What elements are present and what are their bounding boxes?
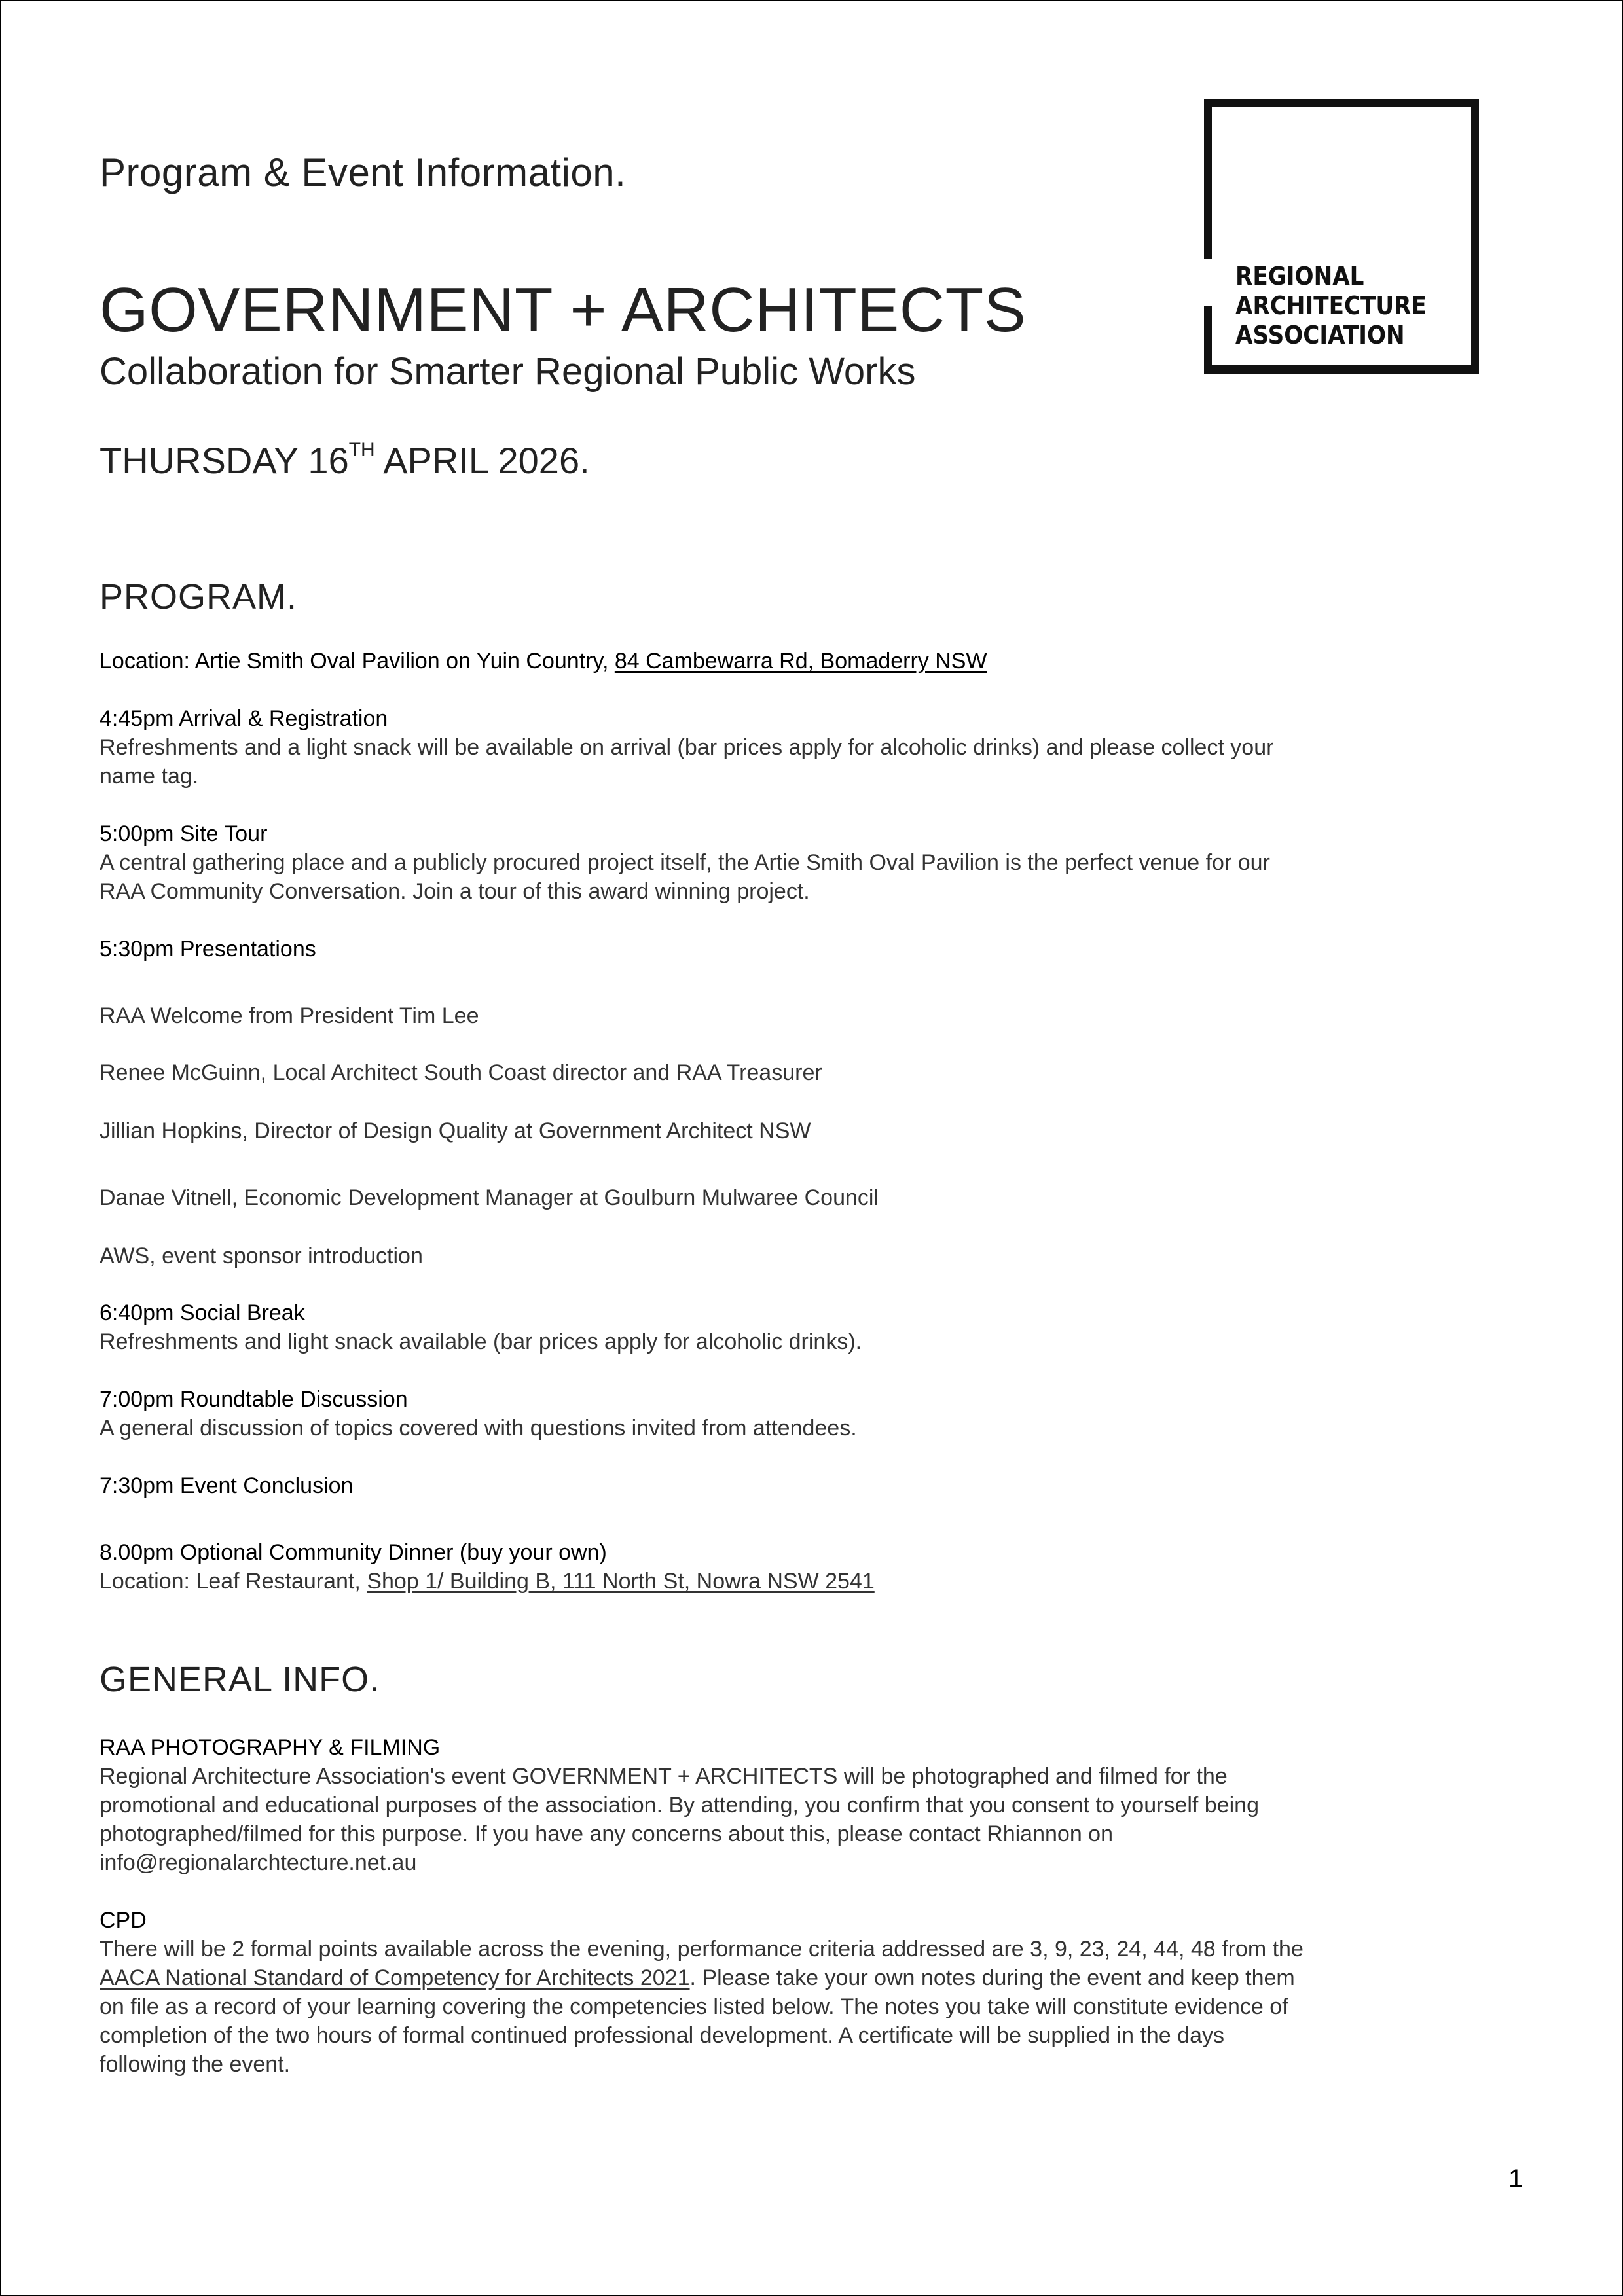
aaca-standard-link[interactable]: AACA National Standard of Competency for Architects 2021 xyxy=(100,1965,690,1990)
schedule-item-title: 7:30pm Event Conclusion xyxy=(100,1473,354,1498)
schedule-item-title: 7:00pm Roundtable Discussion xyxy=(100,1387,408,1412)
presenter-item: AWS, event sponsor introduction xyxy=(100,1244,423,1268)
logo-wordmark xyxy=(1235,262,1427,350)
desc-line: Refreshments and a light snack will be available on arrival (bar prices apply for alcoholic drinks) and please collect your xyxy=(100,735,1274,760)
dinner-location-label: Location: Leaf Restaurant, xyxy=(100,1569,367,1594)
logo-line: ASSOCIATION xyxy=(1235,321,1405,350)
location-label: Location xyxy=(100,649,184,673)
schedule-item-desc xyxy=(100,848,1527,906)
presenter-item: RAA Welcome from President Tim Lee xyxy=(100,1003,479,1028)
paragraph-line: Regional Architecture Association's event GOVERNMENT + ARCHITECTS will be photographed and filmed for the xyxy=(100,1764,1228,1789)
event-title: GOVERNMENT + ARCHITECTS xyxy=(100,275,1027,345)
date-suffix: APRIL 2026. xyxy=(374,440,590,481)
schedule-item-desc: A general discussion of topics covered with questions invited from attendees. xyxy=(100,1416,857,1441)
location-address-link[interactable]: 84 Cambewarra Rd, Bomaderry NSW xyxy=(614,649,987,673)
program-location xyxy=(100,647,987,675)
schedule-item-desc xyxy=(100,1567,1527,1596)
page-number: 1 xyxy=(1508,2164,1523,2193)
event-tagline: Collaboration for Smarter Regional Public Works xyxy=(100,350,916,393)
date-prefix: THURSDAY 16 xyxy=(100,440,349,481)
paragraph-line: There will be 2 formal points available across the evening, performance criteria addressed are 3, 9, 23, 24, 44, 48 from the xyxy=(100,1937,1304,1962)
event-date xyxy=(100,436,590,486)
schedule-item-desc xyxy=(100,733,1527,791)
schedule-item-title: 5:00pm Site Tour xyxy=(100,821,268,846)
presenter-item: Danae Vitnell, Economic Development Manager at Goulburn Mulwaree Council xyxy=(100,1185,879,1210)
paragraph-line: following the event. xyxy=(100,2052,291,2077)
desc-line: RAA Community Conversation. Join a tour of this award winning project. xyxy=(100,879,810,904)
paragraph-line: completion of the two hours of formal continued professional development. A certificate will be supplied in the days xyxy=(100,2023,1224,2048)
program-heading: PROGRAM. xyxy=(100,577,298,617)
schedule-item-title: 5:30pm Presentations xyxy=(100,937,316,961)
logo-frame-gap xyxy=(1204,259,1212,306)
paragraph-line: promotional and educational purposes of the association. By attending, you confirm that you consent to yourself being xyxy=(100,1793,1259,1818)
desc-line: name tag. xyxy=(100,764,199,789)
schedule-item-title: 8.00pm Optional Community Dinner (buy your own) xyxy=(100,1540,607,1565)
paragraph-line: info@regionalarchtecture.net.au xyxy=(100,1850,417,1875)
cpd-heading: CPD xyxy=(100,1908,147,1933)
logo-line: REGIONAL xyxy=(1235,262,1364,291)
presenter-item: Jillian Hopkins, Director of Design Quality at Government Architect NSW xyxy=(100,1119,811,1143)
location-venue: : Artie Smith Oval Pavilion on Yuin Country, xyxy=(183,649,615,673)
desc-line: A central gathering place and a publicly procured project itself, the Artie Smith Oval Pavilion is the perfect venue for our xyxy=(100,850,1270,875)
paragraph-line: photographed/filmed for this purpose. If you have any concerns about this, please contact Rhiannon on xyxy=(100,1821,1113,1846)
schedule-item-title: 4:45pm Arrival & Registration xyxy=(100,706,388,731)
paragraph-line: . Please take your own notes during the event and keep them xyxy=(689,1965,1295,1990)
photography-heading: RAA PHOTOGRAPHY & FILMING xyxy=(100,1735,441,1760)
dinner-address-link[interactable]: Shop 1/ Building B, 111 North St, Nowra NSW 2541 xyxy=(367,1569,875,1594)
logo-line: ARCHITECTURE xyxy=(1235,291,1427,320)
schedule-item-desc: Refreshments and light snack available (bar prices apply for alcoholic drinks). xyxy=(100,1329,862,1354)
date-ordinal: TH xyxy=(348,439,375,461)
presenter-item: Renee McGuinn, Local Architect South Coast director and RAA Treasurer xyxy=(100,1060,822,1085)
schedule-item-title: 6:40pm Social Break xyxy=(100,1300,305,1325)
raa-logo xyxy=(1204,99,1479,374)
document-kicker: Program & Event Information. xyxy=(100,151,627,194)
general-info-heading: GENERAL INFO. xyxy=(100,1660,380,1699)
photography-paragraph xyxy=(100,1762,1527,1877)
paragraph-line: on file as a record of your learning covering the competencies listed below. The notes you take will constitute evidence of xyxy=(100,1994,1288,2019)
cpd-paragraph xyxy=(100,1935,1527,2079)
